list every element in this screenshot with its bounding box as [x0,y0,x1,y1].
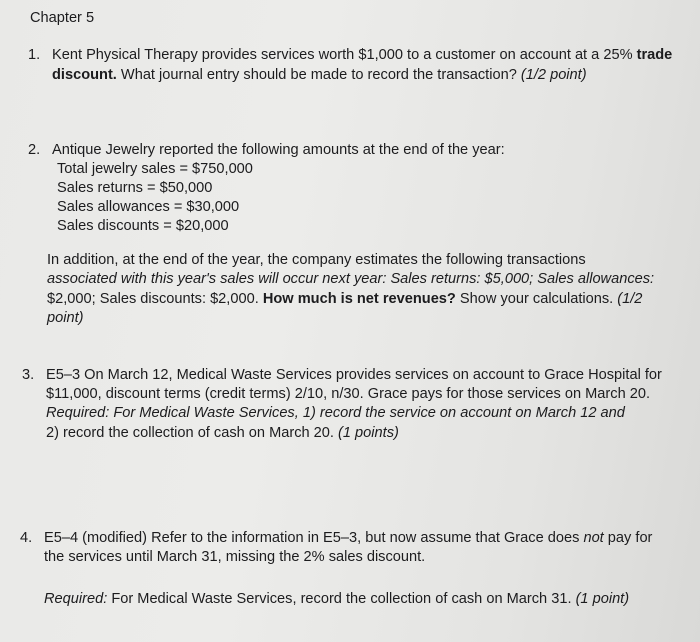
bold-text: How much is net revenues? [262,291,456,307]
question-number: 2. [28,142,41,158]
amount-line: Sales returns = $50,000 [57,180,213,196]
question-text [44,590,629,609]
paragraph-line: In addition, at the end of the year, the company estimates the following transactions [47,252,586,268]
question-text: the services until March 31, missing the 2% sales discount. [44,549,426,565]
italic-text: not [583,530,604,546]
question-text [44,529,652,548]
points: (1/2 point) [520,67,587,83]
required-label: Required: [46,405,110,421]
paragraph-line [47,290,642,309]
text: pay for [603,530,653,546]
text: Kent Physical Therapy provides services worth $1,000 to a customer on account at a 25% [52,47,637,63]
chapter-title: Chapter 5 [30,10,95,26]
question-intro: Antique Jewelry reported the following amounts at the end of the year: [52,142,505,158]
question-text: E5–3 On March 12, Medical Waste Services provides services on account to Grace Hospital for [46,367,662,383]
required-label: Required: [44,591,108,607]
text: $2,000; Sales discounts: $2,000. [47,291,263,307]
points: point) [47,310,84,326]
text: associated with this year's sales will occur next year: Sales returns: $5,000; Sales allowances: [47,271,655,287]
question-text [52,66,587,85]
text: What journal entry should be made to record the transaction? [116,67,521,83]
paragraph-line [47,309,84,328]
question-text: $11,000, discount terms (credit terms) 2/10, n/30. Grace pays for those services on March 20. [46,386,651,402]
text: For Medical Waste Services, 1) record the service on account on March 12 and [109,405,625,421]
text: For Medical Waste Services, record the collection of cash on March 31. [107,591,576,607]
bold-text: trade [636,47,673,63]
amount-line: Sales discounts = $20,000 [57,218,229,234]
amount-line: Total jewelry sales = $750,000 [57,161,253,177]
points: (1 point) [575,591,630,607]
question-number: 4. [20,530,33,546]
paragraph-line [47,270,654,289]
question-text [52,46,672,65]
question-text [46,404,625,423]
bold-text: discount. [52,67,117,83]
text: E5–4 (modified) Refer to the information in E5–3, but now assume that Grace does [44,530,584,546]
amount-line: Sales allowances = $30,000 [57,199,240,215]
points: (1/2 [617,291,643,307]
question-number: 1. [28,47,41,63]
question-text [46,424,399,443]
text: 2) record the collection of cash on March 20. [46,425,339,441]
question-number: 3. [22,367,35,383]
points: (1 points) [338,425,399,441]
text: Show your calculations. [455,291,618,307]
